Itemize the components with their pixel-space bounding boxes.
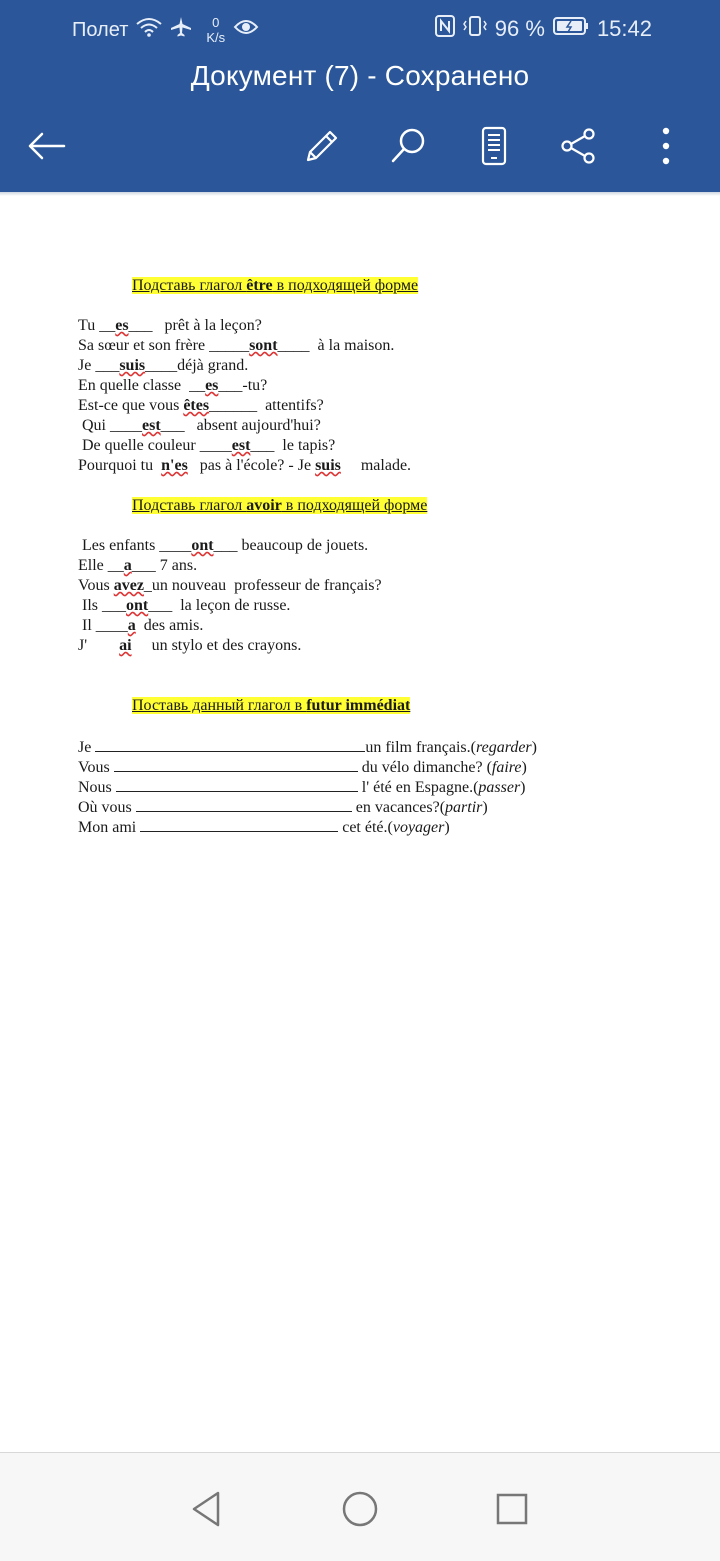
exercise-line xyxy=(78,616,678,636)
answer: sont xyxy=(249,337,278,354)
edit-icon xyxy=(302,126,342,166)
exercise-line xyxy=(78,776,678,796)
section3-heading-bold: futur immédiat xyxy=(306,697,411,714)
line-text: ____ à la maison. xyxy=(277,337,395,354)
network-speed-value: 0 xyxy=(212,15,220,30)
status-bar xyxy=(0,0,720,56)
line-text: Est-ce que vous xyxy=(78,397,184,414)
answer: ont xyxy=(126,597,149,614)
line-text: Où vous xyxy=(78,799,136,816)
line-text: ___ 7 ans. xyxy=(131,557,198,574)
line-text: ___ prêt à la leçon? xyxy=(128,317,262,334)
exercise-line xyxy=(78,356,678,376)
line-text: du vélo dimanche? ( xyxy=(357,759,492,776)
line-text: ) xyxy=(520,779,526,796)
line-text: Les enfants ____ xyxy=(78,537,192,554)
nav-recents-button[interactable] xyxy=(484,1481,540,1537)
airplane-icon xyxy=(170,16,192,44)
line-text: des amis. xyxy=(135,617,204,634)
home-circle-icon xyxy=(340,1489,380,1529)
verb-hint: faire xyxy=(491,759,522,776)
line-text: Elle __ xyxy=(78,557,124,574)
answer-blank xyxy=(95,736,365,752)
eye-icon xyxy=(233,17,259,43)
line-text: Tu __ xyxy=(78,317,116,334)
answer: avez xyxy=(113,577,144,594)
exercise-line xyxy=(78,596,678,616)
line-text: Pourquoi tu xyxy=(78,457,162,474)
nav-back-button[interactable] xyxy=(178,1481,234,1537)
line-text: ___-tu? xyxy=(218,377,268,394)
carrier-label: Полет xyxy=(72,18,129,41)
back-icon xyxy=(26,130,66,162)
recents-square-icon xyxy=(494,1491,530,1527)
line-text: un film français.( xyxy=(365,739,476,756)
more-options-button[interactable] xyxy=(644,124,688,168)
exercise-line xyxy=(78,316,678,336)
back-triangle-icon xyxy=(188,1489,224,1529)
answer: n'es xyxy=(161,457,188,474)
line-text: Nous xyxy=(78,779,116,796)
line-text: Je xyxy=(78,739,96,756)
line-text: ___ le tapis? xyxy=(250,437,336,454)
exercise-line xyxy=(78,636,678,656)
exercise-line xyxy=(78,816,678,836)
edit-button[interactable] xyxy=(300,124,344,168)
exercise-line xyxy=(78,536,678,556)
line-text: ) xyxy=(482,799,488,816)
exercise-line xyxy=(78,436,678,456)
line-text: malade. xyxy=(340,457,412,474)
exercise-line xyxy=(78,456,678,476)
exercise-line xyxy=(78,576,678,596)
section1-heading xyxy=(78,276,678,296)
line-text: Je ___ xyxy=(78,357,120,374)
answer: ont xyxy=(191,537,214,554)
line-text: ___ absent aujourd'hui? xyxy=(160,417,321,434)
answer-blank xyxy=(140,816,338,832)
line-text: l' été en Espagne.( xyxy=(357,779,479,796)
line-text: Sa sœur et son frère _____ xyxy=(78,337,250,354)
wifi-icon xyxy=(136,17,162,43)
line-text: Mon ami xyxy=(78,819,141,836)
line-text: De quelle couleur ____ xyxy=(78,437,232,454)
line-text: Vous xyxy=(78,759,114,776)
line-text: ) xyxy=(521,759,527,776)
section2-heading-bold: avoir xyxy=(246,497,282,514)
section1-heading-post: в подходящей форме xyxy=(272,277,419,294)
line-text: pas à l'école? - Je xyxy=(187,457,316,474)
answer-blank xyxy=(136,796,352,812)
section3-heading xyxy=(78,696,678,716)
line-text: ___ la leçon de russe. xyxy=(148,597,291,614)
answer: est xyxy=(142,417,161,434)
answer-blank xyxy=(114,756,358,772)
section2-heading-post: в подходящей форме xyxy=(281,497,428,514)
clock: 15:42 xyxy=(596,16,652,41)
exercise-line xyxy=(78,416,678,436)
line-text: Vous xyxy=(78,577,114,594)
share-button[interactable] xyxy=(556,124,600,168)
line-text: En quelle classe __ xyxy=(78,377,206,394)
answer: suis xyxy=(315,457,341,474)
line-text: un stylo et des crayons. xyxy=(131,637,302,654)
document-page xyxy=(78,276,678,836)
line-text: ____déjà grand. xyxy=(145,357,249,374)
section3-heading-pre: Поставь данный глагол в xyxy=(132,697,307,714)
network-speed-unit: K/s xyxy=(206,30,226,45)
verb-hint: partir xyxy=(445,799,483,816)
answer: suis xyxy=(119,357,146,374)
battery-icon xyxy=(553,16,589,42)
answer: a xyxy=(127,617,136,634)
line-text: J' xyxy=(78,637,120,654)
answer: es xyxy=(205,377,219,394)
document-title: Документ (7) - Сохранено xyxy=(190,60,530,91)
battery-percent: 96 % xyxy=(494,16,545,41)
back-button[interactable] xyxy=(24,124,68,168)
exercise-line xyxy=(78,376,678,396)
share-icon xyxy=(558,126,598,166)
more-icon xyxy=(660,126,672,166)
mobile-view-icon xyxy=(478,126,510,166)
exercise-line xyxy=(78,396,678,416)
nfc-icon xyxy=(435,15,455,43)
answer-blank xyxy=(116,776,358,792)
answer: est xyxy=(231,437,251,454)
network-speed xyxy=(206,15,225,45)
search-icon xyxy=(388,126,428,166)
section2-heading-pre: Подставь глагол xyxy=(132,497,247,514)
mobile-view-button[interactable] xyxy=(472,124,516,168)
line-text: en vacances?( xyxy=(351,799,446,816)
line-text: ___ beaucoup de jouets. xyxy=(213,537,369,554)
system-nav-bar xyxy=(0,1452,720,1561)
exercise-line xyxy=(78,756,678,776)
vibrate-icon xyxy=(463,15,487,43)
line-text: Ils ___ xyxy=(78,597,126,614)
verb-hint: passer xyxy=(478,779,521,796)
answer: a xyxy=(123,557,132,574)
line-text: ) xyxy=(531,739,537,756)
line-text: Qui ____ xyxy=(78,417,142,434)
answer: êtes xyxy=(183,397,210,414)
line-text: Il ____ xyxy=(78,617,128,634)
nav-home-button[interactable] xyxy=(332,1481,388,1537)
line-text: ) xyxy=(444,819,450,836)
exercise-line xyxy=(78,336,678,356)
section2-heading xyxy=(78,496,678,516)
search-button[interactable] xyxy=(386,124,430,168)
verb-hint: voyager xyxy=(392,819,445,836)
exercise-line xyxy=(78,736,678,756)
exercise-line xyxy=(78,796,678,816)
exercise-line xyxy=(78,556,678,576)
answer: es xyxy=(115,317,129,334)
verb-hint: regarder xyxy=(475,739,532,756)
app-bar xyxy=(0,0,720,192)
app-bar-shadow xyxy=(0,192,720,196)
line-text: cet été.( xyxy=(338,819,393,836)
section1-heading-bold: être xyxy=(246,277,273,294)
line-text: _un nouveau professeur de français? xyxy=(143,577,382,594)
answer: ai xyxy=(119,637,132,654)
section1-heading-pre: Подставь глагол xyxy=(132,277,247,294)
line-text: ______ attentifs? xyxy=(209,397,324,414)
